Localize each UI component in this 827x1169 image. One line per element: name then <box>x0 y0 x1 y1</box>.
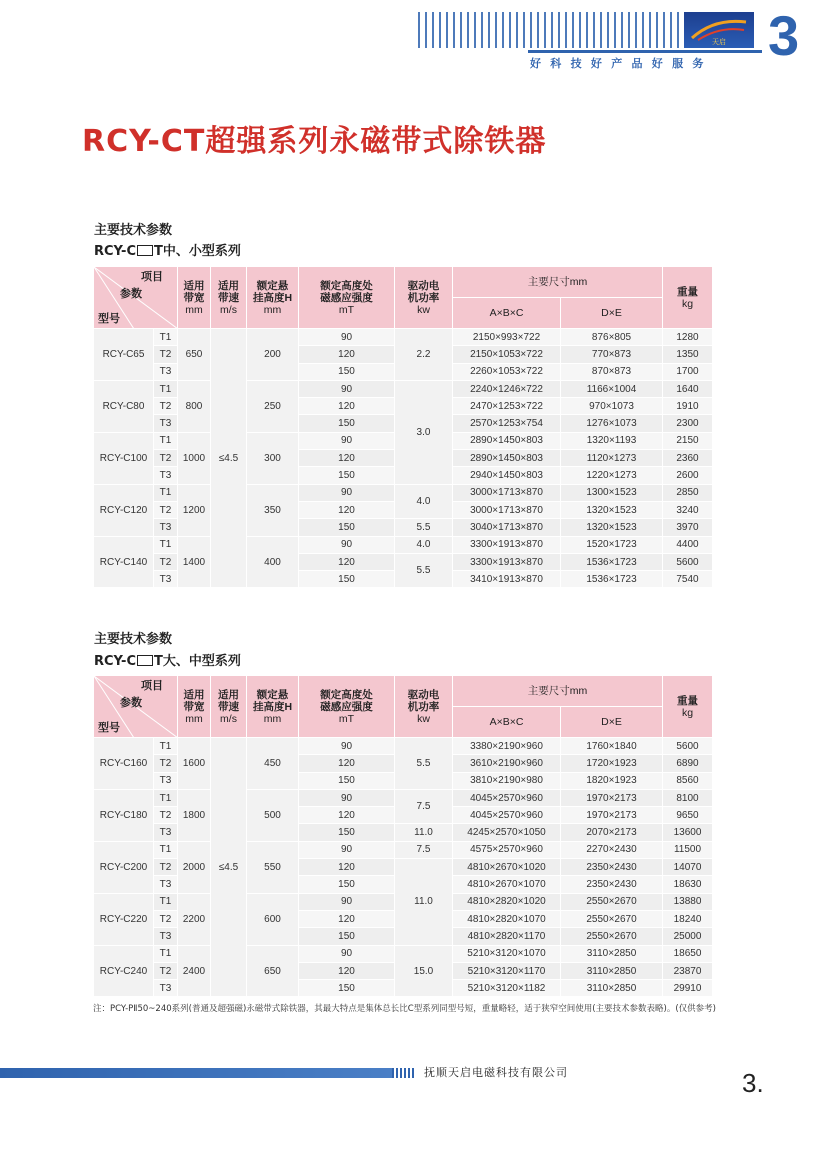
header-belt-width-line: 带宽 <box>183 700 205 713</box>
model-type: T3 <box>154 467 178 484</box>
belt-width-value: 1000 <box>178 432 211 484</box>
section1-sub-suffix: T中、小型系列 <box>154 244 241 259</box>
header-height-line: mm <box>263 303 282 316</box>
model-type: T3 <box>154 415 178 432</box>
dimension-abc: 3610×2190×960 <box>453 755 561 772</box>
induction-value: 150 <box>299 876 395 893</box>
dimension-abc: 2470×1253×722 <box>453 398 561 415</box>
dimension-abc: 2890×1450×803 <box>453 432 561 449</box>
height-value: 350 <box>247 484 299 536</box>
section-number: 3 <box>768 4 800 67</box>
induction-value: 150 <box>299 928 395 945</box>
header-power-line: kw <box>417 712 430 725</box>
svg-text:天启: 天启 <box>712 38 726 46</box>
model-name: RCY-C180 <box>94 789 154 841</box>
dimension-de: 2270×2430 <box>561 841 663 858</box>
header-rule <box>528 50 762 53</box>
section2-subtitle <box>94 650 241 669</box>
induction-value: 150 <box>299 980 395 997</box>
belt-width-value: 2400 <box>178 945 211 997</box>
height-value: 600 <box>247 893 299 945</box>
header-power <box>395 267 453 329</box>
header-power-line: 机功率 <box>407 700 440 713</box>
dimension-abc: 5210×3120×1070 <box>453 945 561 962</box>
model-type: T1 <box>154 841 178 858</box>
induction-value: 90 <box>299 945 395 962</box>
dimension-abc: 4045×2570×960 <box>453 807 561 824</box>
belt-width-value: 2000 <box>178 841 211 893</box>
induction-value: 90 <box>299 380 395 397</box>
model-name: RCY-C80 <box>94 380 154 432</box>
model-name: RCY-C140 <box>94 536 154 588</box>
dimension-de: 1970×2173 <box>561 807 663 824</box>
induction-value: 120 <box>299 553 395 570</box>
induction-value: 120 <box>299 450 395 467</box>
model-type: T2 <box>154 450 178 467</box>
belt-width-value: 1200 <box>178 484 211 536</box>
header-height-line: 额定悬 <box>256 688 289 701</box>
header-stripe-decoration <box>418 12 680 48</box>
weight-value: 1910 <box>663 398 713 415</box>
weight-value: 18650 <box>663 945 713 962</box>
dimension-abc: 2260×1053×722 <box>453 363 561 380</box>
weight-value: 5600 <box>663 553 713 570</box>
induction-value: 120 <box>299 346 395 363</box>
header-belt-width <box>178 267 211 329</box>
header-belt-width-line: 带宽 <box>183 291 205 304</box>
header-param-label: 参数 <box>120 697 142 709</box>
header-height-line: 挂高度H <box>252 700 293 713</box>
footer-bar <box>0 1068 392 1078</box>
dimension-abc: 3000×1713×870 <box>453 484 561 501</box>
section1-subtitle <box>94 240 241 259</box>
height-value: 650 <box>247 945 299 997</box>
induction-value: 120 <box>299 398 395 415</box>
dimension-de: 1970×2173 <box>561 789 663 806</box>
dimension-abc: 4245×2570×1050 <box>453 824 561 841</box>
weight-value: 13600 <box>663 824 713 841</box>
power-value: 7.5 <box>395 789 453 824</box>
power-value: 4.0 <box>395 536 453 553</box>
model-type: T3 <box>154 980 178 997</box>
table-row <box>94 329 713 346</box>
header-abc: A×B×C <box>453 298 561 329</box>
header-diagonal-cell <box>94 267 178 329</box>
induction-value: 90 <box>299 893 395 910</box>
belt-width-value: 1800 <box>178 789 211 841</box>
placeholder-box-icon <box>137 655 153 666</box>
header-slogan: 好科技好产品好服务 <box>530 57 713 70</box>
weight-value: 23870 <box>663 962 713 979</box>
header-belt-width-line: mm <box>185 303 203 316</box>
model-type: T2 <box>154 501 178 518</box>
header-belt-width <box>178 676 211 738</box>
section2-sub-prefix: RCY-C <box>94 654 136 669</box>
weight-value: 1280 <box>663 329 713 346</box>
dimension-de: 3110×2850 <box>561 962 663 979</box>
header-induction-line: 磁感应强度 <box>320 291 373 304</box>
dimension-de: 1220×1273 <box>561 467 663 484</box>
height-value: 550 <box>247 841 299 893</box>
induction-value: 120 <box>299 807 395 824</box>
dimension-de: 2350×2430 <box>561 859 663 876</box>
induction-value: 120 <box>299 755 395 772</box>
dimension-abc: 4810×2670×1020 <box>453 859 561 876</box>
header-power-line: 驱动电 <box>407 688 440 701</box>
model-name: RCY-C120 <box>94 484 154 536</box>
dimension-de: 1536×1723 <box>561 553 663 570</box>
height-value: 400 <box>247 536 299 588</box>
induction-value: 90 <box>299 432 395 449</box>
header-weight-line: kg <box>681 706 694 719</box>
footer-stripe-decoration <box>392 1068 416 1078</box>
footnote: 注：PCY-PⅡ50~240系列(普通及超强磁)永磁带式除铁器，其最大特点是集体总长比C型系列同型号短，重量略轻，适于狭窄空间使用(主要技术参数表略)。(仅供参考) <box>93 1004 716 1014</box>
header-power-line: 机功率 <box>407 291 440 304</box>
header-weight <box>663 676 713 738</box>
belt-speed-value: ≤4.5 <box>211 329 247 588</box>
table-row <box>94 841 713 858</box>
power-value: 2.2 <box>395 329 453 381</box>
header-height-line: 额定悬 <box>256 279 289 292</box>
model-name: RCY-C240 <box>94 945 154 997</box>
header-power-line: 驱动电 <box>407 279 440 292</box>
dimension-de: 2550×2670 <box>561 928 663 945</box>
dimension-de: 1536×1723 <box>561 571 663 588</box>
induction-value: 120 <box>299 910 395 927</box>
power-value: 5.5 <box>395 519 453 536</box>
induction-value: 120 <box>299 501 395 518</box>
dimension-de: 2550×2670 <box>561 910 663 927</box>
dimension-abc: 2940×1450×803 <box>453 467 561 484</box>
induction-value: 150 <box>299 824 395 841</box>
header-induction <box>299 676 395 738</box>
model-type: T2 <box>154 398 178 415</box>
header-belt-speed <box>211 676 247 738</box>
dimension-de: 770×873 <box>561 346 663 363</box>
induction-value: 90 <box>299 484 395 501</box>
model-type: T2 <box>154 859 178 876</box>
section1-table <box>93 266 713 588</box>
weight-value: 2150 <box>663 432 713 449</box>
model-type: T2 <box>154 807 178 824</box>
dimension-abc: 4810×2670×1070 <box>453 876 561 893</box>
dimension-de: 876×805 <box>561 329 663 346</box>
header-weight-line: 重量 <box>677 285 698 298</box>
model-type: T3 <box>154 519 178 536</box>
induction-value: 90 <box>299 789 395 806</box>
model-name: RCY-C100 <box>94 432 154 484</box>
dimension-abc: 3380×2190×960 <box>453 738 561 755</box>
header-belt-speed-line: m/s <box>220 303 237 316</box>
belt-width-value: 2200 <box>178 893 211 945</box>
weight-value: 2600 <box>663 467 713 484</box>
dimension-abc: 3410×1913×870 <box>453 571 561 588</box>
height-value: 250 <box>247 380 299 432</box>
table-row <box>94 536 713 553</box>
dimension-de: 2070×2173 <box>561 824 663 841</box>
header-power <box>395 676 453 738</box>
header-induction <box>299 267 395 329</box>
header-param-label: 参数 <box>120 288 142 300</box>
section2-sub-suffix: T大、中型系列 <box>154 654 241 669</box>
dimension-de: 1820×1923 <box>561 772 663 789</box>
weight-value: 11500 <box>663 841 713 858</box>
weight-value: 18630 <box>663 876 713 893</box>
dimension-de: 2550×2670 <box>561 893 663 910</box>
induction-value: 150 <box>299 772 395 789</box>
model-type: T3 <box>154 363 178 380</box>
weight-value: 2300 <box>663 415 713 432</box>
dimension-abc: 2150×993×722 <box>453 329 561 346</box>
model-type: T3 <box>154 772 178 789</box>
placeholder-box-icon <box>137 245 153 256</box>
height-value: 450 <box>247 738 299 790</box>
dimension-abc: 3040×1713×870 <box>453 519 561 536</box>
dimension-de: 1166×1004 <box>561 380 663 397</box>
weight-value: 2360 <box>663 450 713 467</box>
model-type: T2 <box>154 962 178 979</box>
induction-value: 150 <box>299 415 395 432</box>
dimension-abc: 3300×1913×870 <box>453 536 561 553</box>
dimension-de: 1320×1523 <box>561 501 663 518</box>
header-belt-speed-line: 带速 <box>218 700 239 713</box>
header-belt-speed <box>211 267 247 329</box>
header-induction-line: 额定高度处 <box>320 279 373 292</box>
table-row <box>94 789 713 806</box>
model-type: T2 <box>154 910 178 927</box>
header-belt-width-line: mm <box>185 712 203 725</box>
header-belt-width-line: 适用 <box>183 279 205 292</box>
dimension-abc: 4810×2820×1020 <box>453 893 561 910</box>
dimension-de: 1760×1840 <box>561 738 663 755</box>
header-weight-line: kg <box>681 297 694 310</box>
weight-value: 29910 <box>663 980 713 997</box>
model-type: T1 <box>154 738 178 755</box>
power-value: 5.5 <box>395 553 453 588</box>
header-belt-speed-line: 适用 <box>218 279 239 292</box>
header-weight <box>663 267 713 329</box>
weight-value: 1640 <box>663 380 713 397</box>
header-belt-width-line: 适用 <box>183 688 205 701</box>
header-dimensions: 主要尺寸mm <box>453 676 663 707</box>
dimension-de: 3110×2850 <box>561 980 663 997</box>
header-dimensions: 主要尺寸mm <box>453 267 663 298</box>
header-induction-line: mT <box>338 712 355 725</box>
header-belt-speed-line: 带速 <box>218 291 239 304</box>
header-belt-speed-line: m/s <box>220 712 237 725</box>
model-type: T2 <box>154 346 178 363</box>
belt-width-value: 800 <box>178 380 211 432</box>
power-value: 11.0 <box>395 859 453 945</box>
section2-spec-table <box>93 675 713 997</box>
section1-spec-table <box>93 266 713 588</box>
model-name: RCY-C160 <box>94 738 154 790</box>
induction-value: 150 <box>299 467 395 484</box>
model-type: T3 <box>154 928 178 945</box>
induction-value: 150 <box>299 363 395 380</box>
model-type: T1 <box>154 432 178 449</box>
page-number: 3. <box>742 1068 764 1098</box>
header-height <box>247 676 299 738</box>
dimension-de: 2350×2430 <box>561 876 663 893</box>
company-logo <box>684 12 754 48</box>
dimension-de: 1720×1923 <box>561 755 663 772</box>
header-induction-line: 磁感应强度 <box>320 700 373 713</box>
model-type: T1 <box>154 380 178 397</box>
model-type: T2 <box>154 755 178 772</box>
dimension-de: 1520×1723 <box>561 536 663 553</box>
dimension-abc: 2150×1053×722 <box>453 346 561 363</box>
header-belt-speed-line: 适用 <box>218 688 239 701</box>
dimension-abc: 4575×2570×960 <box>453 841 561 858</box>
model-name: RCY-C200 <box>94 841 154 893</box>
induction-value: 90 <box>299 738 395 755</box>
model-type: T1 <box>154 945 178 962</box>
induction-value: 90 <box>299 841 395 858</box>
weight-value: 3240 <box>663 501 713 518</box>
model-type: T3 <box>154 824 178 841</box>
weight-value: 1700 <box>663 363 713 380</box>
induction-value: 150 <box>299 519 395 536</box>
dimension-de: 1120×1273 <box>561 450 663 467</box>
table-row <box>94 484 713 501</box>
model-type: T1 <box>154 893 178 910</box>
dimension-abc: 4045×2570×960 <box>453 789 561 806</box>
weight-value: 6890 <box>663 755 713 772</box>
header-de: D×E <box>561 707 663 738</box>
header-diagonal-cell <box>94 676 178 738</box>
model-type: T2 <box>154 553 178 570</box>
power-value: 7.5 <box>395 841 453 858</box>
height-value: 500 <box>247 789 299 841</box>
header-height-line: mm <box>263 712 282 725</box>
dimension-abc: 2890×1450×803 <box>453 450 561 467</box>
induction-value: 120 <box>299 962 395 979</box>
dimension-abc: 5210×3120×1182 <box>453 980 561 997</box>
dimension-de: 3110×2850 <box>561 945 663 962</box>
header-abc: A×B×C <box>453 707 561 738</box>
weight-value: 5600 <box>663 738 713 755</box>
dimension-abc: 3300×1913×870 <box>453 553 561 570</box>
header-model-label: 型号 <box>98 722 120 734</box>
weight-value: 3970 <box>663 519 713 536</box>
power-value: 15.0 <box>395 945 453 997</box>
table-row <box>94 738 713 755</box>
dimension-abc: 4810×2820×1070 <box>453 910 561 927</box>
dimension-abc: 5210×3120×1170 <box>453 962 561 979</box>
induction-value: 120 <box>299 859 395 876</box>
section2-label: 主要技术参数 <box>94 632 173 647</box>
power-value: 3.0 <box>395 380 453 484</box>
header-model-label: 型号 <box>98 313 120 325</box>
weight-value: 2850 <box>663 484 713 501</box>
section1-sub-prefix: RCY-C <box>94 244 136 259</box>
dimension-de: 1276×1073 <box>561 415 663 432</box>
height-value: 200 <box>247 329 299 381</box>
dimension-abc: 4810×2820×1170 <box>453 928 561 945</box>
weight-value: 9650 <box>663 807 713 824</box>
power-value: 4.0 <box>395 484 453 519</box>
dimension-de: 1320×1193 <box>561 432 663 449</box>
weight-value: 13880 <box>663 893 713 910</box>
model-type: T3 <box>154 571 178 588</box>
table-row <box>94 945 713 962</box>
weight-value: 7540 <box>663 571 713 588</box>
table-row <box>94 380 713 397</box>
model-type: T1 <box>154 536 178 553</box>
section2-table <box>93 675 713 997</box>
weight-value: 25000 <box>663 928 713 945</box>
induction-value: 90 <box>299 329 395 346</box>
header-height <box>247 267 299 329</box>
header-weight-line: 重量 <box>677 694 698 707</box>
header-induction-line: 额定高度处 <box>320 688 373 701</box>
weight-value: 4400 <box>663 536 713 553</box>
model-type: T1 <box>154 329 178 346</box>
height-value: 300 <box>247 432 299 484</box>
model-type: T3 <box>154 876 178 893</box>
power-value: 5.5 <box>395 738 453 790</box>
dimension-abc: 2570×1253×754 <box>453 415 561 432</box>
dimension-de: 1300×1523 <box>561 484 663 501</box>
footer-company: 抚顺天启电磁科技有限公司 <box>424 1066 568 1079</box>
header-induction-line: mT <box>338 303 355 316</box>
weight-value: 18240 <box>663 910 713 927</box>
belt-width-value: 1600 <box>178 738 211 790</box>
induction-value: 150 <box>299 571 395 588</box>
dimension-abc: 2240×1246×722 <box>453 380 561 397</box>
weight-value: 8100 <box>663 789 713 806</box>
model-type: T1 <box>154 789 178 806</box>
belt-speed-value: ≤4.5 <box>211 738 247 997</box>
dimension-de: 970×1073 <box>561 398 663 415</box>
weight-value: 1350 <box>663 346 713 363</box>
model-type: T1 <box>154 484 178 501</box>
weight-value: 8560 <box>663 772 713 789</box>
weight-value: 14070 <box>663 859 713 876</box>
model-name: RCY-C220 <box>94 893 154 945</box>
header-height-line: 挂高度H <box>252 291 293 304</box>
dimension-abc: 3810×2190×980 <box>453 772 561 789</box>
header-de: D×E <box>561 298 663 329</box>
header-power-line: kw <box>417 303 430 316</box>
dimension-de: 1320×1523 <box>561 519 663 536</box>
induction-value: 90 <box>299 536 395 553</box>
dimension-abc: 3000×1713×870 <box>453 501 561 518</box>
power-value: 11.0 <box>395 824 453 841</box>
header-item-label: 项目 <box>141 680 163 692</box>
belt-width-value: 650 <box>178 329 211 381</box>
dimension-de: 870×873 <box>561 363 663 380</box>
header-item-label: 项目 <box>141 271 163 283</box>
model-name: RCY-C65 <box>94 329 154 381</box>
section1-label: 主要技术参数 <box>94 223 173 238</box>
page-title: RCY-CT超强系列永磁带式除铁器 <box>82 124 547 159</box>
belt-width-value: 1400 <box>178 536 211 588</box>
